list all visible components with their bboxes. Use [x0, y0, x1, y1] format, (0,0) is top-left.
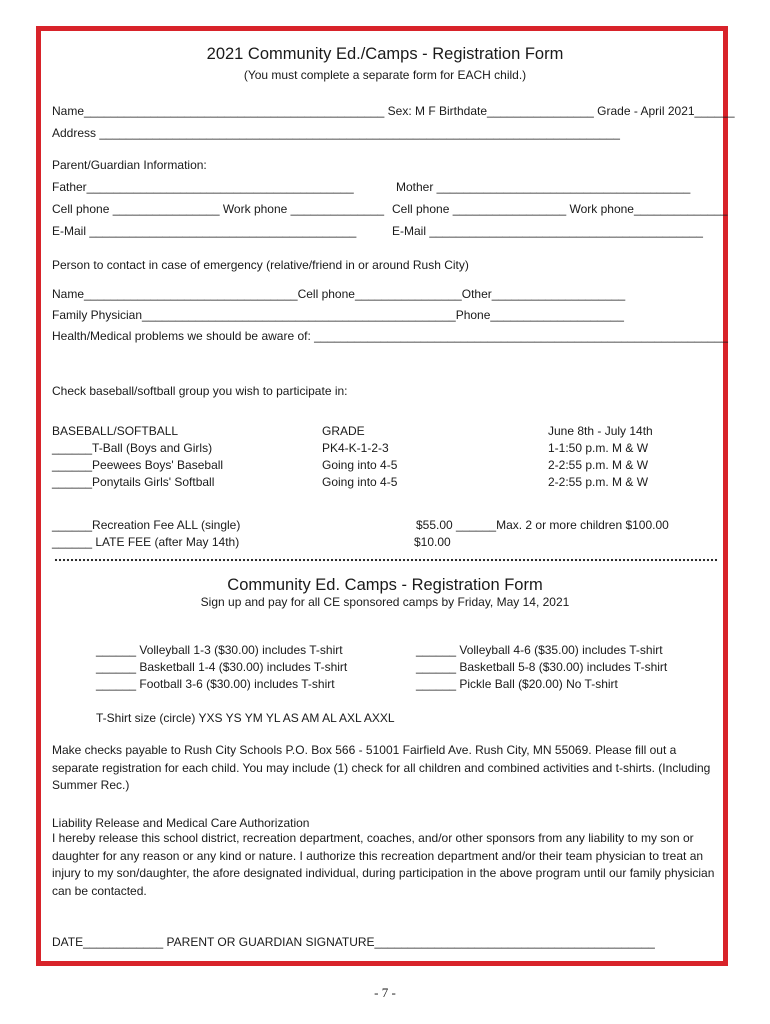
- dates-col-header: June 8th - July 14th: [548, 424, 653, 438]
- grade-ponytails: Going into 4-5: [322, 475, 398, 489]
- emergency-contact-field[interactable]: Name________________________________Cell phone________________Other____________________: [52, 287, 626, 301]
- program-tball[interactable]: ______T-Ball (Boys and Girls): [52, 441, 213, 455]
- health-problems-field[interactable]: Health/Medical problems we should be aware of: ______________________________________________________________: [52, 329, 728, 343]
- grade-peewees: Going into 4-5: [322, 458, 398, 472]
- camp-football-3-6[interactable]: ______ Football 3-6 ($30.00) includes T-shirt: [96, 677, 335, 691]
- grade-col-header: GRADE: [322, 424, 365, 438]
- camps-title: Community Ed. Camps - Registration Form: [227, 576, 543, 594]
- camp-volleyball-4-6[interactable]: ______ Volleyball 4-6 ($35.00) includes T-shirt: [416, 643, 663, 657]
- baseball-col-header: BASEBALL/SOFTBALL: [52, 424, 179, 438]
- program-peewees[interactable]: ______Peewees Boys' Baseball: [52, 458, 224, 472]
- family-physician-field[interactable]: Family Physician_______________________________________________Phone____________________: [52, 308, 624, 322]
- liability-text: I hereby release this school district, recreation department, coaches, and/or other sponsors from any liability to my son or daughter for any reason or any kind or nature. I authorize this recreation department and/or their team physician to treat an injury to my son/daughter, the afore designated individual, during participation in the above program until our family physician can be contacted.: [52, 831, 715, 898]
- late-fee-field[interactable]: ______ LATE FEE (after May 14th): [52, 535, 240, 549]
- camp-basketball-5-8[interactable]: ______ Basketball 5-8 ($30.00) includes T-shirt: [416, 660, 668, 674]
- late-fee-amount: $10.00: [414, 535, 451, 549]
- parent-info-heading: Parent/Guardian Information:: [52, 158, 207, 172]
- mother-email-field[interactable]: E-Mail _________________________________________: [392, 224, 703, 238]
- program-ponytails[interactable]: ______Ponytails Girls' Softball: [52, 475, 215, 489]
- camps-subtitle: Sign up and pay for all CE sponsored camps by Friday, May 14, 2021: [200, 595, 570, 609]
- mother-phone-fields[interactable]: Cell phone _________________ Work phone______________: [392, 202, 728, 216]
- time-peewees: 2-2:55 p.m. M & W: [548, 458, 649, 472]
- name-sex-birthdate-grade-field[interactable]: Name_____________________________________________ Sex: M F Birthdate________________ Grade - April 2021______: [52, 104, 735, 118]
- father-phone-fields[interactable]: Cell phone ________________ Work phone ______________: [52, 202, 385, 216]
- tshirt-size-selector[interactable]: T-Shirt size (circle) YXS YS YM YL AS AM AL AXL AXXL: [96, 711, 395, 725]
- date-signature-field[interactable]: DATE____________ PARENT OR GUARDIAN SIGNATURE__________________________________________: [52, 935, 655, 949]
- camp-volleyball-1-3[interactable]: ______ Volleyball 1-3 ($30.00) includes T-shirt: [96, 643, 343, 657]
- payment-instructions: Make checks payable to Rush City Schools P.O. Box 566 - 51001 Fairfield Ave. Rush City, MN 55069. Please fill out a separate registration for each child. You may include (1) check for all children and combined activities and t-shirts. (Including Summer Rec.): [52, 743, 711, 792]
- form-title: 2021 Community Ed./Camps - Registration Form: [206, 45, 564, 63]
- camp-basketball-1-4[interactable]: ______ Basketball 1-4 ($30.00) includes T-shirt: [96, 660, 348, 674]
- time-ponytails: 2-2:55 p.m. M & W: [548, 475, 649, 489]
- baseball-heading: Check baseball/softball group you wish to participate in:: [52, 384, 348, 398]
- time-tball: 1-1:50 p.m. M & W: [548, 441, 649, 455]
- address-field[interactable]: Address ______________________________________________________________________________: [52, 126, 620, 140]
- dotted-divider: [54, 558, 717, 562]
- father-email-field[interactable]: E-Mail ________________________________________: [52, 224, 357, 238]
- recreation-fee-field[interactable]: ______Recreation Fee ALL (single): [52, 518, 241, 532]
- mother-field[interactable]: Mother ______________________________________: [396, 180, 691, 194]
- emergency-heading: Person to contact in case of emergency (relative/friend in or around Rush City): [52, 258, 469, 272]
- grade-tball: PK4-K-1-2-3: [322, 441, 389, 455]
- camp-pickle-ball[interactable]: ______ Pickle Ball ($20.00) No T-shirt: [416, 677, 618, 691]
- form-subtitle: (You must complete a separate form for EACH child.): [243, 68, 527, 82]
- father-field[interactable]: Father________________________________________: [52, 180, 354, 194]
- recreation-fee-amount[interactable]: $55.00 ______Max. 2 or more children $100.00: [416, 518, 669, 532]
- liability-heading: Liability Release and Medical Care Authorization: [52, 816, 310, 830]
- page-number: - 7 -: [374, 985, 396, 1000]
